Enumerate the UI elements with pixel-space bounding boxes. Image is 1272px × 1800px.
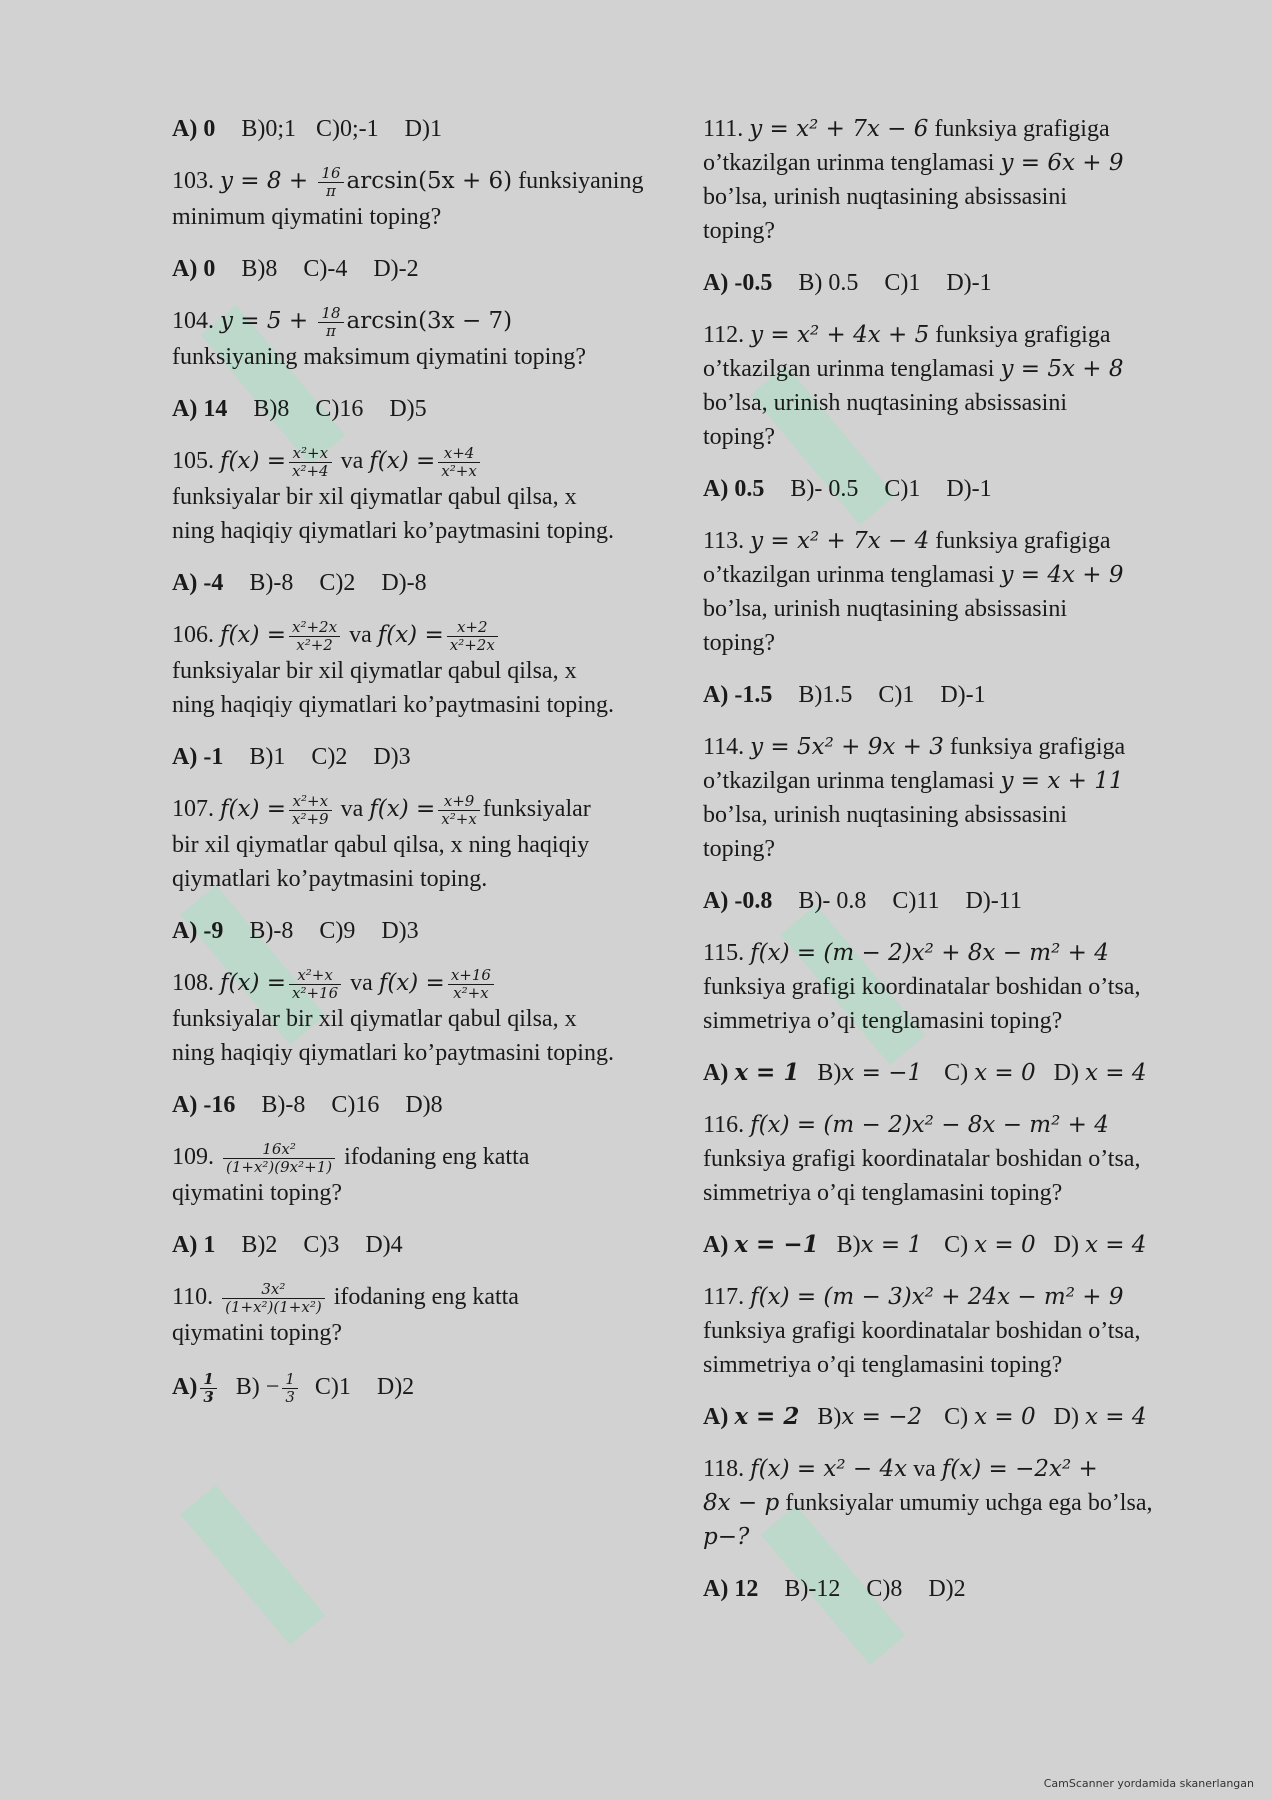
watermark-logo: [181, 1485, 326, 1645]
answers-104: A) 14 B)8 C)16 D)5: [172, 395, 427, 422]
answers-110: A) $\frac{1}{3}$ B) − $\frac{1}{3}$ C)1 D)2: [172, 1369, 415, 1406]
answers-116: A) x = −1 B)x = 1 C) x = 0 D) x = 4: [703, 1231, 1147, 1258]
answers-112: A) 0.5 B)- 0.5 C)1 D)-1: [703, 476, 992, 502]
question-104: 104. y = 5 + $\frac{18}{\pi}$ arcsin(3x − 7) funksiyaning maksimum qiymatini toping?: [172, 303, 586, 370]
question-114: 114. y = 5x² + 9x + 3 funksiya grafigiga o’tkazilgan urinma tenglamasi y = x + 11 bo’lsa, urinish nuqtasining absissasini toping?: [703, 734, 1126, 862]
question-116: 116. f(x) = (m − 2)x² − 8x − m² + 4 funksiya grafigi koordinatalar boshidan o’tsa, simmetriya o’qi tenglamasini toping?: [703, 1112, 1141, 1206]
question-115: 115. f(x) = (m − 2)x² + 8x − m² + 4 funksiya grafigi koordinatalar boshidan o’tsa, simmetriya o’qi tenglamasini toping?: [703, 940, 1141, 1034]
answers-115: A) x = 1 B)x = −1 C) x = 0 D) x = 4: [703, 1059, 1147, 1086]
question-110: 110. $\frac{\text{3x²}}{\text{(1+x²)(1+x²)}}$ ifodaning eng katta qiymatini toping?: [172, 1279, 519, 1346]
question-103: 103. y = 8 + $\frac{16}{\pi}$ arcsin(5x + 6) funksiyaning minimum qiymatini toping?: [172, 163, 644, 230]
question-111: 111. y = x² + 7x − 6 funksiya grafigiga o’tkazilgan urinma tenglamasi y = 6x + 9 bo’lsa, urinish nuqtasining absissasini toping?: [703, 116, 1124, 244]
answers-102: A) 0 B)0;1 C)0;-1 D)1: [172, 116, 442, 142]
right-column: [703, 112, 1223, 1606]
answers-113: A) -1.5 B)1.5 C)1 D)-1: [703, 682, 986, 708]
left-column: [172, 112, 672, 1406]
question-109: 109. $\frac{\text{16x²}}{\text{(1+x²)(9x²+1)}}$ ifodaning eng katta qiymatini toping?: [172, 1139, 530, 1206]
answers-106: A) -1 B)1 C)2 D)3: [172, 743, 411, 770]
scanner-footer: CamScanner yordamida skanerlangan: [1043, 1777, 1254, 1790]
answers-114: A) -0.8 B)- 0.8 C)11 D)-11: [703, 888, 1022, 914]
answers-105: A) -4 B)-8 C)2 D)-8: [172, 569, 427, 596]
question-105: 105. f(x) = $\frac{\text{x²+x}}{\text{x²+4}}$ va f(x) = $\frac{x+4}{\text{x²+x}}$ funksiyalar bir xil qiymatlar qabul qilsa, x ning haqiqiy qiymatlari ko’paytmasini toping.: [172, 443, 614, 544]
answers-117: A) x = 2 B)x = −2 C) x = 0 D) x = 4: [703, 1403, 1147, 1430]
answers-103: A) 0 B)8 C)-4 D)-2: [172, 255, 419, 282]
question-118: 118. f(x) = x² − 4x va f(x) = −2x² + 8x − p funksiyalar umumiy uchga ega bo’lsa, p−?: [703, 1456, 1153, 1550]
question-108: 108. f(x) = $\frac{\text{x²+x}}{\text{x²+16}}$ va f(x) = $\frac{x+16}{\text{x²+x}}$ funksiyalar bir xil qiymatlar qabul qilsa, x ning haqiqiy qiymatlari ko’paytmasini toping.: [172, 965, 614, 1066]
question-117: 117. f(x) = (m − 3)x² + 24x − m² + 9 funksiya grafigi koordinatalar boshidan o’tsa, simmetriya o’qi tenglamasini toping?: [703, 1284, 1141, 1378]
answers-118: A) 12 B)-12 C)8 D)2: [703, 1576, 966, 1602]
question-106: 106. f(x) = $\frac{\text{x²+2x}}{\text{x²+2}}$ va f(x) = $\frac{x+2}{\text{x²+2x}}$ funksiyalar bir xil qiymatlar qabul qilsa, x ning haqiqiy qiymatlari ko’paytmasini toping.: [172, 617, 614, 718]
answers-108: A) -16 B)-8 C)16 D)8: [172, 1091, 443, 1118]
question-112: 112. y = x² + 4x + 5 funksiya grafigiga o’tkazilgan urinma tenglamasi y = 5x + 8 bo’lsa, urinish nuqtasining absissasini toping?: [703, 322, 1124, 450]
answers-109: A) 1 B)2 C)3 D)4: [172, 1231, 403, 1258]
answers-107: A) -9 B)-8 C)9 D)3: [172, 917, 419, 944]
question-113: 113. y = x² + 7x − 4 funksiya grafigiga o’tkazilgan urinma tenglamasi y = 4x + 9 bo’lsa, urinish nuqtasining absissasini toping?: [703, 528, 1124, 656]
answers-111: A) -0.5 B) 0.5 C)1 D)-1: [703, 270, 992, 296]
question-107: 107. f(x) = $\frac{\text{x²+x}}{\text{x²+9}}$ va f(x) = $\frac{x+9}{\text{x²+x}}$ funksiyalar bir xil qiymatlar qabul qilsa, x ning haqiqiy qiymatlari ko’paytmasini toping.: [172, 791, 591, 892]
